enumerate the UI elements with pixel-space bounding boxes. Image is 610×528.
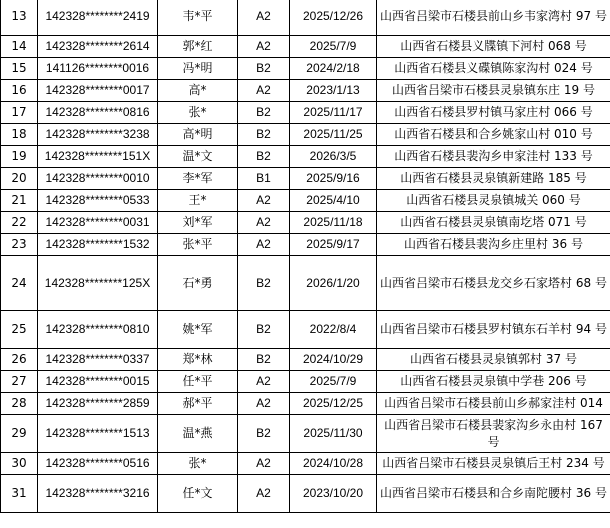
license-type: A2 [238, 475, 290, 513]
date: 2026/3/5 [290, 146, 377, 168]
date: 2025/9/16 [290, 168, 377, 190]
table-row [1, 393, 610, 415]
person-name: 郑*林 [158, 349, 238, 371]
row-number: 22 [1, 212, 38, 234]
row-number: 26 [1, 349, 38, 371]
license-type: A2 [238, 453, 290, 475]
id-number: 142328********3216 [38, 475, 158, 513]
id-number: 142328********0516 [38, 453, 158, 475]
table-row [1, 124, 610, 146]
person-name: 高*明 [158, 124, 238, 146]
table-row [1, 190, 610, 212]
table-row [1, 415, 610, 453]
table-row [1, 234, 610, 256]
address: 山西省吕梁市石楼县灵泉镇东庄 19 号 [377, 80, 610, 102]
table-row [1, 102, 610, 124]
person-name: 郝*平 [158, 393, 238, 415]
row-number: 16 [1, 80, 38, 102]
row-number: 31 [1, 475, 38, 513]
person-name: 韦*平 [158, 0, 238, 36]
address: 山西省吕梁市石楼县前山乡郝家洼村 014 [377, 393, 610, 415]
row-number: 24 [1, 256, 38, 311]
row-number: 13 [1, 0, 38, 36]
table-row [1, 168, 610, 190]
person-name: 温*文 [158, 146, 238, 168]
date: 2023/1/13 [290, 80, 377, 102]
address: 山西省石楼县义牒镇下河村 068 号 [377, 36, 610, 58]
person-name: 石*勇 [158, 256, 238, 311]
license-type: B2 [238, 102, 290, 124]
id-number: 142328********2859 [38, 393, 158, 415]
table-row [1, 371, 610, 393]
id-number: 142328********1532 [38, 234, 158, 256]
id-number: 141126********0016 [38, 58, 158, 80]
address: 山西省石楼县罗村镇马家庄村 066 号 [377, 102, 610, 124]
id-number: 142328********0017 [38, 80, 158, 102]
row-number: 23 [1, 234, 38, 256]
address: 山西省吕梁市石楼县龙交乡石家塔村 68 号 [377, 256, 610, 311]
person-name: 冯*明 [158, 58, 238, 80]
address: 山西省石楼县灵泉镇南圪塔 071 号 [377, 212, 610, 234]
license-type: A2 [238, 212, 290, 234]
person-name: 张*平 [158, 234, 238, 256]
id-number: 142328********1513 [38, 415, 158, 453]
date: 2024/10/28 [290, 453, 377, 475]
id-number: 142328********2614 [38, 36, 158, 58]
date: 2025/9/17 [290, 234, 377, 256]
address: 山西省吕梁市石楼县裴家沟乡永由村 167 号 [377, 415, 610, 453]
license-type: B2 [238, 146, 290, 168]
person-name: 郭*红 [158, 36, 238, 58]
license-type: B2 [238, 256, 290, 311]
date: 2025/4/10 [290, 190, 377, 212]
address: 山西省吕梁市石楼县罗村镇东石羊村 94 号 [377, 311, 610, 349]
date: 2026/1/20 [290, 256, 377, 311]
address: 山西省石楼县裴沟乡申家洼村 133 号 [377, 146, 610, 168]
row-number: 18 [1, 124, 38, 146]
address: 山西省石楼县裴沟乡庄里村 36 号 [377, 234, 610, 256]
row-number: 17 [1, 102, 38, 124]
id-number: 142328********3238 [38, 124, 158, 146]
address: 山西省石楼县义碟镇陈家沟村 024 号 [377, 58, 610, 80]
date: 2025/11/18 [290, 212, 377, 234]
table-row [1, 146, 610, 168]
person-name: 温*燕 [158, 415, 238, 453]
address: 山西省石楼县和合乡姚家山村 010 号 [377, 124, 610, 146]
license-type: A2 [238, 393, 290, 415]
date: 2025/11/30 [290, 415, 377, 453]
date: 2025/12/25 [290, 393, 377, 415]
date: 2022/8/4 [290, 311, 377, 349]
date: 2025/11/25 [290, 124, 377, 146]
date: 2025/11/17 [290, 102, 377, 124]
date: 2025/12/26 [290, 0, 377, 36]
id-number: 142328********0337 [38, 349, 158, 371]
license-type: A2 [238, 190, 290, 212]
row-number: 30 [1, 453, 38, 475]
table-row [1, 212, 610, 234]
person-name: 任*文 [158, 475, 238, 513]
person-name: 张* [158, 102, 238, 124]
license-type: B2 [238, 58, 290, 80]
person-name: 李*军 [158, 168, 238, 190]
id-number: 142328********0816 [38, 102, 158, 124]
license-type: A2 [238, 0, 290, 36]
row-number: 25 [1, 311, 38, 349]
license-type: A2 [238, 36, 290, 58]
license-type: B1 [238, 168, 290, 190]
license-type: B2 [238, 415, 290, 453]
table-row [1, 349, 610, 371]
person-name: 张* [158, 453, 238, 475]
date: 2024/10/29 [290, 349, 377, 371]
table-row [1, 475, 610, 513]
table-row [1, 80, 610, 102]
row-number: 29 [1, 415, 38, 453]
license-type: A2 [238, 80, 290, 102]
table-row [1, 453, 610, 475]
row-number: 21 [1, 190, 38, 212]
table-row [1, 311, 610, 349]
person-name: 王* [158, 190, 238, 212]
row-number: 20 [1, 168, 38, 190]
license-type: B2 [238, 311, 290, 349]
address: 山西省石楼县灵泉镇郭村 37 号 [377, 349, 610, 371]
address: 山西省吕梁市石楼县灵泉镇后王村 234 号 [377, 453, 610, 475]
records-table-body [1, 0, 610, 513]
license-type: A2 [238, 371, 290, 393]
row-number: 27 [1, 371, 38, 393]
id-number: 142328********0031 [38, 212, 158, 234]
row-number: 28 [1, 393, 38, 415]
person-name: 高* [158, 80, 238, 102]
address: 山西省吕梁市石楼县前山乡韦家湾村 97 号 [377, 0, 610, 36]
row-number: 19 [1, 146, 38, 168]
address: 山西省石楼县灵泉镇新建路 185 号 [377, 168, 610, 190]
id-number: 142328********0015 [38, 371, 158, 393]
row-number: 15 [1, 58, 38, 80]
date: 2023/10/20 [290, 475, 377, 513]
row-number: 14 [1, 36, 38, 58]
table-row [1, 256, 610, 311]
address: 山西省石楼县灵泉镇中学巷 206 号 [377, 371, 610, 393]
date: 2025/7/9 [290, 36, 377, 58]
table-row [1, 0, 610, 36]
id-number: 142328********151X [38, 146, 158, 168]
id-number: 142328********125X [38, 256, 158, 311]
person-name: 任*平 [158, 371, 238, 393]
id-number: 142328********2419 [38, 0, 158, 36]
date: 2025/7/9 [290, 371, 377, 393]
date: 2024/2/18 [290, 58, 377, 80]
address: 山西省石楼县灵泉镇城关 060 号 [377, 190, 610, 212]
license-type: B2 [238, 349, 290, 371]
license-type: A2 [238, 234, 290, 256]
table-row [1, 36, 610, 58]
person-name: 姚*军 [158, 311, 238, 349]
address: 山西省吕梁市石楼县和合乡南陀腰村 36 号 [377, 475, 610, 513]
table-row [1, 58, 610, 80]
license-type: B2 [238, 124, 290, 146]
person-name: 刘*军 [158, 212, 238, 234]
id-number: 142328********0810 [38, 311, 158, 349]
id-number: 142328********0533 [38, 190, 158, 212]
id-number: 142328********0010 [38, 168, 158, 190]
